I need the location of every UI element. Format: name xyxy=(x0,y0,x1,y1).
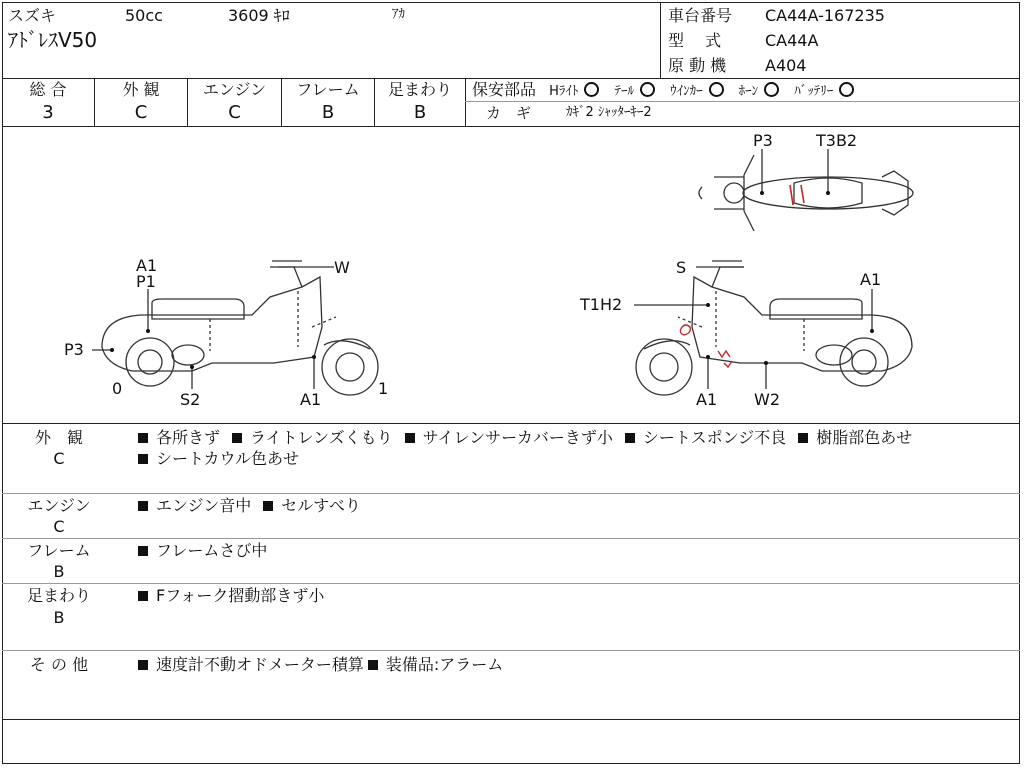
remark-grade-frame: B xyxy=(53,562,65,581)
grade-value-frame: B xyxy=(321,102,335,123)
remark-line-frame-1: フレームさび中 xyxy=(138,543,279,559)
ok-circle-icon xyxy=(764,82,779,97)
diagram-label-top-p3: P3 xyxy=(753,131,773,150)
diagram-label-left-a1: A1 xyxy=(136,256,158,275)
scooter-damage-diagram xyxy=(2,127,1020,423)
frame-number: CA44A-167235 xyxy=(765,6,885,25)
type-value: CA44A xyxy=(765,31,819,50)
diagram-label-right-w2: W2 xyxy=(754,390,780,409)
grade-value-overall: 3 xyxy=(42,102,54,123)
diagram-label-left-s2: S2 xyxy=(180,390,201,409)
diagram-label-right-a1-bottom: A1 xyxy=(696,390,718,409)
remark-label-engine: エンジン xyxy=(27,496,91,515)
safety-item-battery: ﾊﾞｯﾃﾘｰ xyxy=(794,84,834,99)
displacement: 50cc xyxy=(125,6,163,25)
remark-line-engine-1: エンジン音中 セルすべり xyxy=(138,498,373,514)
frame-number-label: 車台番号 xyxy=(668,6,733,25)
diagram-label-left-a1-bottom: A1 xyxy=(300,390,322,409)
remark-label-other: そ の 他 xyxy=(29,655,89,674)
grade-label-overall: 総 合 xyxy=(29,80,67,99)
type-label: 型 式 xyxy=(668,31,722,50)
diagram-label-left-p3: P3 xyxy=(64,340,84,359)
remark-grade-exterior: C xyxy=(53,449,65,468)
safety-parts-row xyxy=(472,82,864,98)
remark-line-exterior-1: 各所きず ライトレンズくもり サイレンサーカバーきず小 シートスポンジ不良 樹脂部色あせ xyxy=(138,430,924,446)
remark-line-exterior-2: シートカウル色あせ xyxy=(138,451,311,467)
remark-label-suspension: 足まわり xyxy=(26,586,91,605)
remark-line-other-1: 速度計不動オドメーター積算 装備品:アラーム xyxy=(138,657,515,673)
remark-grade-suspension: B xyxy=(53,608,65,627)
ok-circle-icon xyxy=(640,82,655,97)
grade-label-exterior: 外 観 xyxy=(122,80,160,99)
remark-label-exterior: 外 観 xyxy=(34,428,83,447)
diagram-label-left-p1: P1 xyxy=(136,272,156,291)
diagram-label-top-t3b2: T3B2 xyxy=(816,131,858,150)
grade-label-suspension: 足まわり xyxy=(387,80,452,99)
remark-line-suspension-1: Fフォーク摺動部きず小 xyxy=(138,588,336,604)
engine-value: A404 xyxy=(765,56,807,75)
diagram-label-right-s: S xyxy=(676,258,687,277)
remark-grade-engine: C xyxy=(53,517,65,536)
ok-circle-icon xyxy=(709,82,724,97)
keys-value: ｶｷﾞ2 ｼｬｯﾀｰｷｰ2 xyxy=(566,105,652,120)
diagram-label-right-a1: A1 xyxy=(860,270,882,289)
model-name: ｱﾄﾞﾚｽV50 xyxy=(8,28,98,52)
color: ｱｶ xyxy=(392,7,405,22)
safety-item-horn: ﾎｰﾝ xyxy=(738,84,759,99)
grade-value-suspension: B xyxy=(413,102,427,123)
ok-circle-icon xyxy=(584,82,599,97)
grade-label-frame: フレーム xyxy=(296,80,360,99)
remark-label-frame: フレーム xyxy=(27,541,91,560)
mileage: 3609 ｷﾛ xyxy=(228,6,290,25)
keys-label: カ ギ xyxy=(486,104,532,122)
diagram-label-left-1: 1 xyxy=(378,379,389,398)
safety-item-headlight: Hﾗｲﾄ xyxy=(549,84,579,99)
ok-circle-icon xyxy=(839,82,854,97)
diagram-label-left-w: W xyxy=(334,258,350,277)
engine-label: 原 動 機 xyxy=(668,56,727,75)
grade-value-engine: C xyxy=(228,102,241,123)
safety-item-tail: ﾃｰﾙ xyxy=(614,84,634,99)
safety-item-winker: ｳｲﾝｶｰ xyxy=(670,84,703,99)
safety-parts-label: 保安部品 xyxy=(472,80,537,99)
diagram-label-right-t1h2: T1H2 xyxy=(580,295,623,314)
grade-label-engine: エンジン xyxy=(202,80,267,99)
diagram-label-left-0: 0 xyxy=(112,379,123,398)
scooter-top-view xyxy=(699,155,913,231)
maker: スズキ xyxy=(8,6,57,25)
grade-value-exterior: C xyxy=(134,102,148,123)
